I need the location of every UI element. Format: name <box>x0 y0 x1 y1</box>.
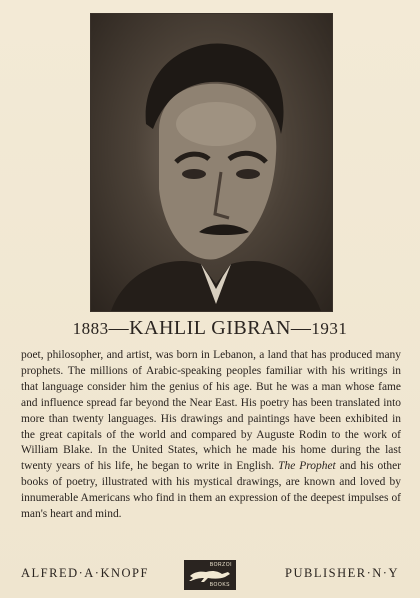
dash-left: — <box>108 317 130 339</box>
dash-right: — <box>290 317 312 339</box>
publisher-footer <box>0 560 420 588</box>
portrait-photo <box>91 14 332 311</box>
death-year: 1931 <box>311 319 348 338</box>
publisher-name: ALFRED·A·KNOPF <box>21 566 149 580</box>
logo-text-bottom: BOOKS <box>209 582 230 588</box>
author-portrait <box>90 13 333 312</box>
book-title: The Prophet <box>278 460 336 473</box>
publisher-location: PUBLISHER·N·Y <box>285 566 399 580</box>
author-heading <box>0 317 420 340</box>
birth-year: 1883 <box>72 319 109 338</box>
bio-text-part1: poet, philosopher, and artist, was born in Lebanon, a land that has produced many prophets. The millions of Arabic-speaking peoples familiar with his writings in that language consider him the genius of his age. But he was a man whose fame and influence spread far beyond the Near East. His poetry has been translated into more than twenty languages. His drawings and paintings have been exhibited in the great capitals of the world and compared by Auguste Rodin to the work of William Blake. In the United States, which he made his home during the last twenty years of his life, he began to write in English. <box>21 349 401 473</box>
author-name: KAHLIL GIBRAN <box>129 317 291 339</box>
author-biography <box>21 348 401 523</box>
bio-text-part2: and his other books of poetry, illustrated with his mystical drawings, are known and loved by innumerable Americans who find in them an expression of the deepest impulses of man's heart and mind. <box>21 460 402 521</box>
logo-text-top: BORZOI <box>209 562 232 568</box>
borzoi-logo <box>184 560 236 590</box>
